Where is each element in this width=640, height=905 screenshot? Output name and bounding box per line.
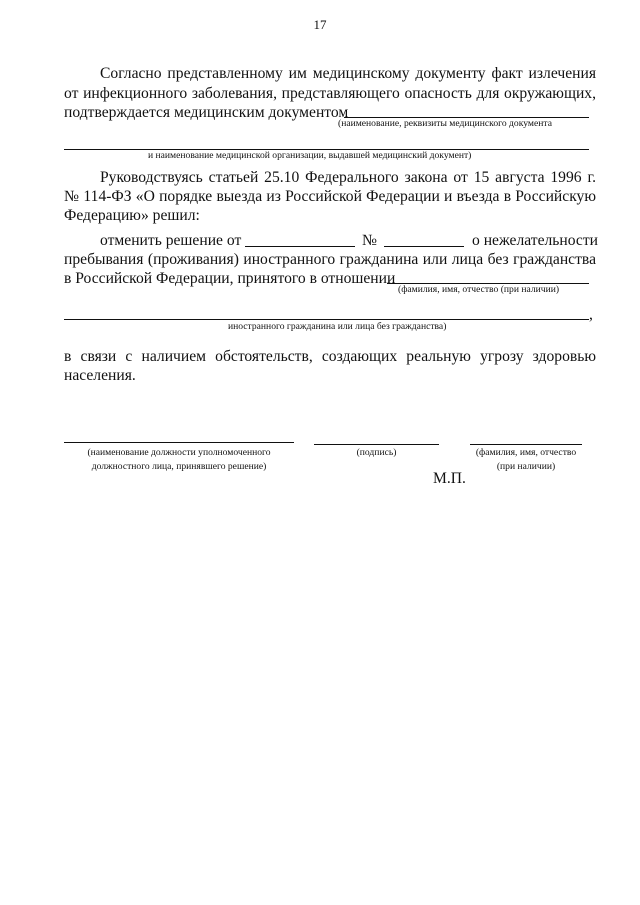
paragraph-3-line-2: пребывания (проживания) иностранного гражданина или лица без гражданства (64, 251, 596, 268)
person-status-field-line (64, 319, 589, 320)
paragraph-1-line-1: Согласно представленному им медицинскому документу факт излечения (100, 65, 596, 82)
signature-caption: (подпись) (356, 447, 397, 458)
decision-number-field-line (384, 246, 464, 247)
paragraph-1-line-2: от инфекционного заболевания, представляющего опасность для окружающих, (64, 85, 596, 102)
signature-field-line (314, 444, 439, 445)
paragraph-2-line-3: Федерацию» решил: (64, 207, 200, 224)
comma: , (589, 306, 593, 323)
paragraph-4-line-1: в связи с наличием обстоятельств, создающих реальную угрозу здоровью (64, 348, 596, 365)
medical-organization-caption: и наименование медицинской организации, выдавшей медицинский документ) (148, 150, 472, 161)
paragraph-2-line-2: № 114-ФЗ «О порядке выезда из Российской Федерации и въезда в Российскую (64, 188, 596, 205)
person-status-caption: иностранного гражданина или лица без гражданства) (228, 321, 447, 332)
official-position-caption-line-2: должностного лица, принявшего решение) (91, 461, 267, 472)
decision-date-field-line (245, 246, 355, 247)
cancel-decision-suffix: о нежелательности (472, 232, 598, 249)
official-position-caption (64, 446, 294, 474)
official-position-field-line (64, 442, 294, 443)
page-number: 17 (313, 17, 327, 32)
number-sign: № (362, 232, 377, 249)
official-name-caption-line-2: (при наличии) (496, 461, 556, 472)
paragraph-1-line-3: подтверждается медицинским документом (64, 104, 349, 121)
cancel-decision-prefix: отменить решение от (100, 232, 242, 249)
person-name-caption: (фамилия, имя, отчество (при наличии) (398, 284, 560, 295)
official-name-caption (460, 446, 592, 474)
official-name-field-line (470, 444, 582, 445)
paragraph-3-line-3: в Российской Федерации, принятого в отношении (64, 270, 396, 287)
official-name-caption-line-1: (фамилия, имя, отчество (475, 447, 577, 458)
seal-place-label: М.П. (433, 470, 466, 487)
official-position-caption-line-1: (наименование должности уполномоченного (87, 447, 271, 458)
paragraph-4-line-2: населения. (64, 367, 136, 384)
paragraph-2-line-1: Руководствуясь статьей 25.10 Федерального закона от 15 августа 1996 г. (100, 169, 596, 186)
medical-document-caption: (наименование, реквизиты медицинского документа (338, 118, 552, 129)
